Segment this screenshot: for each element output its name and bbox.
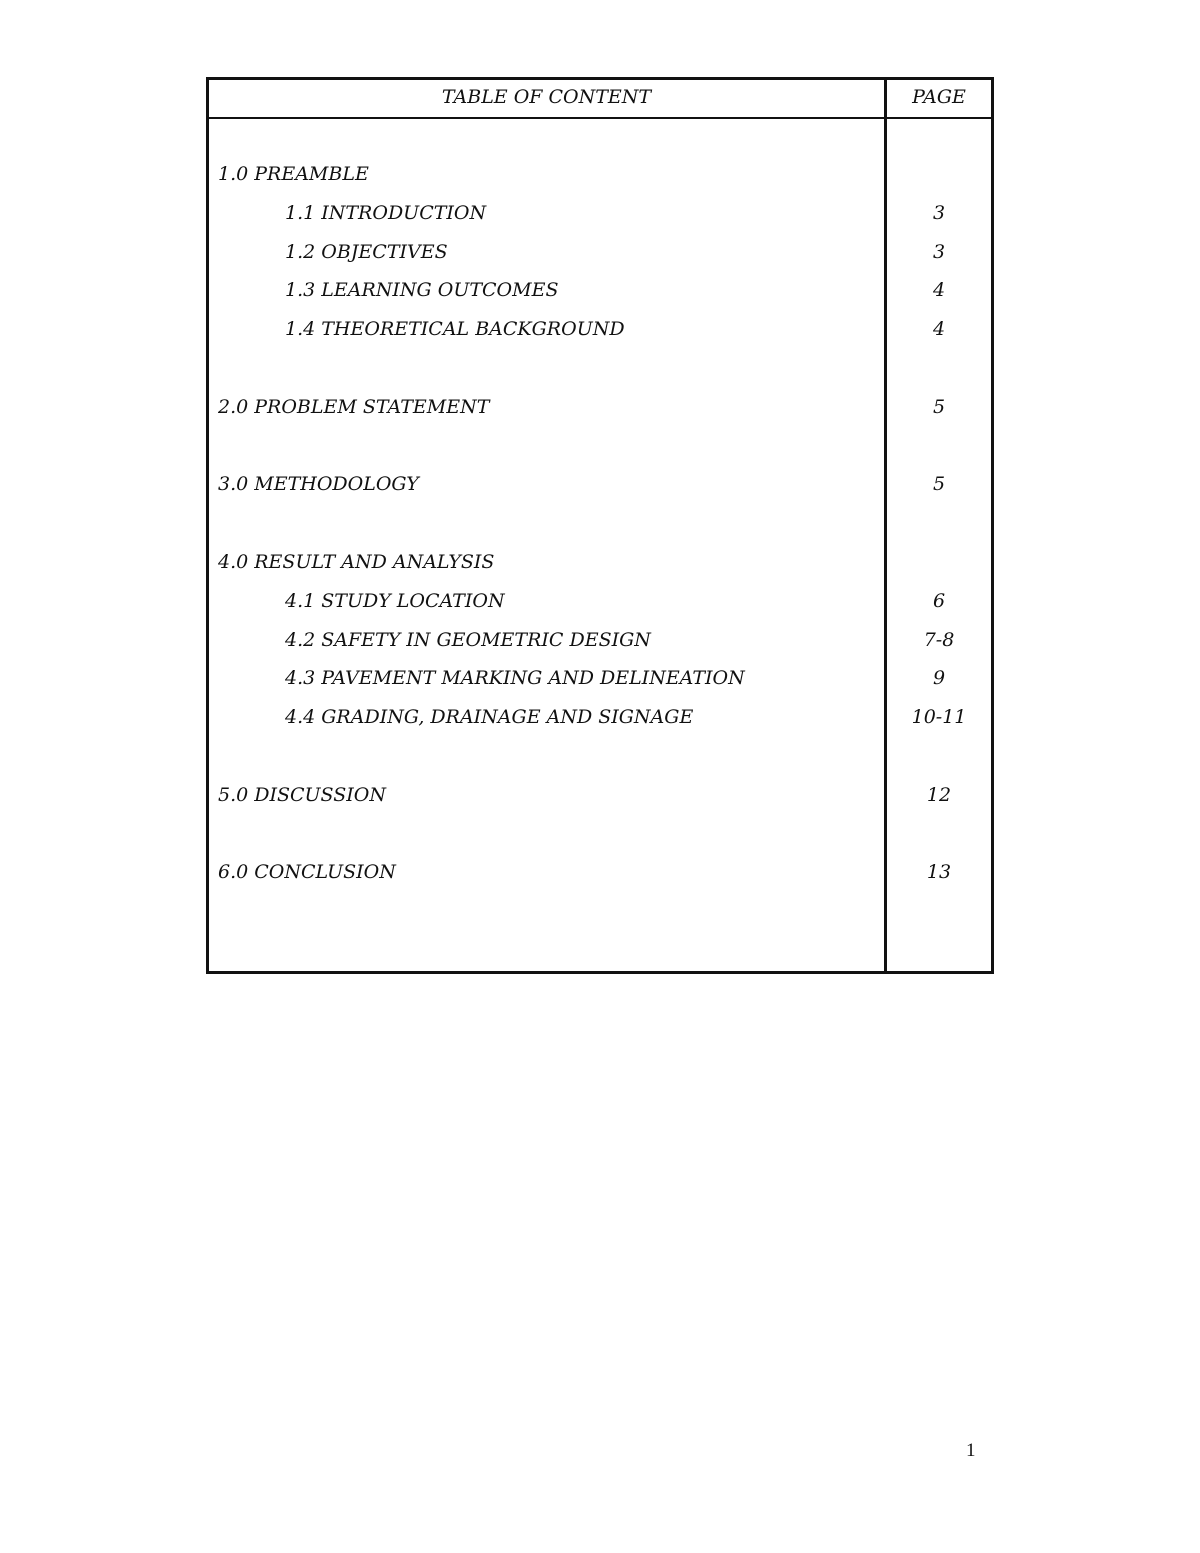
toc-entry-label: 1.2 OBJECTIVES bbox=[285, 240, 448, 263]
toc-entry-page: 9 bbox=[932, 667, 946, 690]
blank-row bbox=[209, 507, 991, 546]
toc-entry-page: 13 bbox=[926, 861, 952, 884]
toc-entry-label: 4.4 GRADING, DRAINAGE AND SIGNAGE bbox=[285, 706, 694, 729]
toc-entry-label: 2.0 PROBLEM STATEMENT bbox=[218, 395, 490, 418]
toc-entry bbox=[209, 391, 991, 430]
toc-entry-label: 4.0 RESULT AND ANALYSIS bbox=[218, 550, 495, 573]
toc-entry bbox=[209, 313, 991, 352]
toc-entry-page: 10-11 bbox=[911, 706, 967, 729]
toc-entry bbox=[209, 158, 991, 197]
toc-entry-page: 3 bbox=[932, 240, 946, 263]
toc-entry-label: 4.3 PAVEMENT MARKING AND DELINEATION bbox=[285, 667, 745, 690]
toc-entry bbox=[209, 546, 991, 585]
toc-entry-label: 1.0 PREAMBLE bbox=[218, 163, 369, 185]
toc-entry-label: 4.2 SAFETY IN GEOMETRIC DESIGN bbox=[285, 628, 651, 651]
toc-entry bbox=[209, 197, 991, 236]
toc-entry bbox=[209, 662, 991, 701]
toc-header-title: TABLE OF CONTENT bbox=[441, 86, 652, 108]
toc-entry-label: 6.0 CONCLUSION bbox=[218, 861, 396, 884]
toc-entry-page: 6 bbox=[932, 589, 946, 612]
toc-entry-label: 4.1 STUDY LOCATION bbox=[285, 589, 505, 612]
header-divider bbox=[209, 117, 991, 119]
table-of-contents bbox=[206, 77, 994, 974]
toc-entry-page: 4 bbox=[932, 318, 946, 341]
toc-entry bbox=[209, 585, 991, 624]
toc-header-page: PAGE bbox=[912, 86, 966, 108]
page-number: 1 bbox=[966, 1440, 976, 1461]
toc-entry bbox=[209, 236, 991, 275]
toc-entry bbox=[209, 856, 991, 895]
toc-entry-label: 5.0 DISCUSSION bbox=[218, 783, 386, 806]
blank-row bbox=[209, 430, 991, 469]
toc-entry bbox=[209, 701, 991, 740]
toc-entry bbox=[209, 468, 991, 507]
toc-entry-label: 3.0 METHODOLOGY bbox=[218, 473, 419, 496]
toc-entry-page: 4 bbox=[932, 279, 946, 302]
toc-entry bbox=[209, 274, 991, 313]
blank-row bbox=[209, 740, 991, 779]
blank-row bbox=[209, 352, 991, 391]
toc-entry bbox=[209, 624, 991, 663]
toc-entry-page: 12 bbox=[926, 783, 952, 806]
toc-entry-page: 5 bbox=[932, 395, 946, 418]
toc-entry-label: 1.4 THEORETICAL BACKGROUND bbox=[285, 318, 625, 341]
toc-entry-label: 1.3 LEARNING OUTCOMES bbox=[285, 279, 559, 302]
toc-entry-page: 7-8 bbox=[923, 628, 955, 651]
toc-entry-label: 1.1 INTRODUCTION bbox=[285, 201, 487, 224]
toc-entry-page: 3 bbox=[932, 201, 946, 224]
toc-entry bbox=[209, 779, 991, 818]
toc-entry-page: 5 bbox=[932, 473, 946, 496]
toc-rows bbox=[209, 158, 991, 895]
blank-row bbox=[209, 818, 991, 857]
